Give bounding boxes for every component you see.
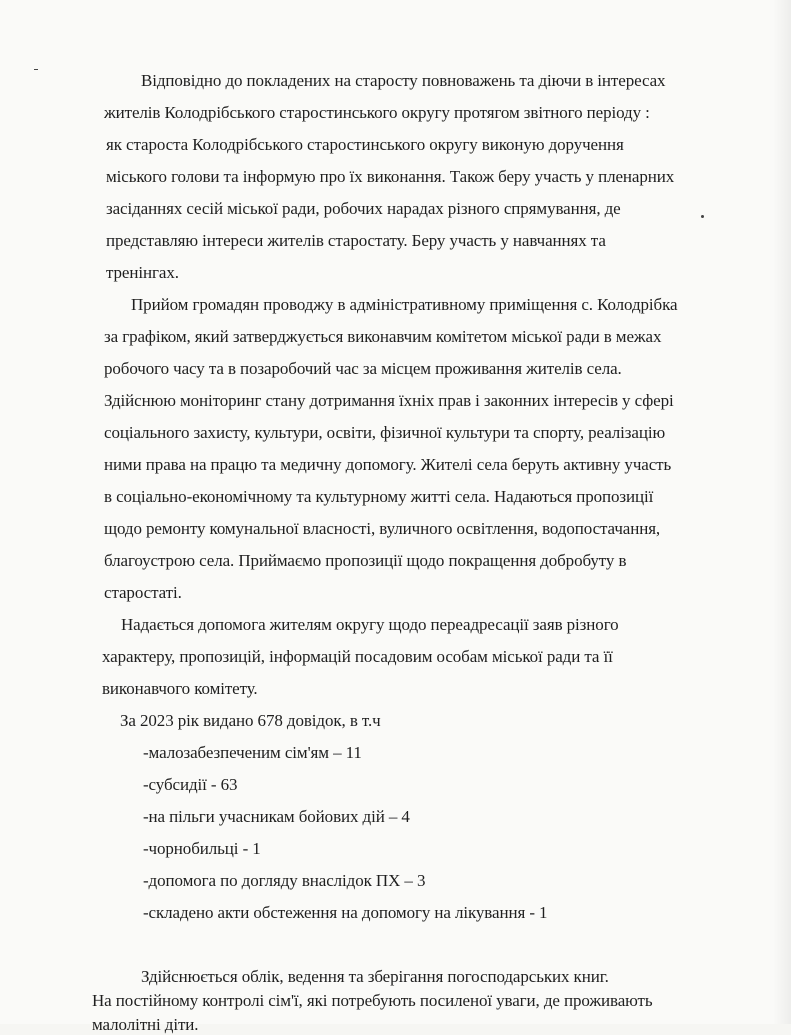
text-line: Прийом громадян проводжу в адміністративному приміщення с. Колодрібка xyxy=(131,295,678,314)
text-line: як староста Колодрібського старостинського округу виконую доручення xyxy=(106,135,624,154)
text-line: виконавчого комітету. xyxy=(102,679,258,698)
text-line: благоустрою села. Приймаємо пропозиції щодо покращення добробуту в xyxy=(104,551,627,570)
text-line: На постійному контролі сім'ї, які потребують посиленої уваги, де проживають xyxy=(92,991,653,1010)
text-line: Відповідно до покладених на старосту повноважень та діючи в інтересах xyxy=(141,71,666,90)
list-item: -складено акти обстеження на допомогу на лікування - 1 xyxy=(143,903,548,922)
list-item: -субсидії - 63 xyxy=(143,775,238,794)
text-line: жителів Колодрібського старостинського округу протягом звітного періоду : xyxy=(104,103,650,122)
text-line: малолітні діти. xyxy=(92,1015,199,1034)
text-line: Надається допомога жителям округу щодо переадресації заяв різного xyxy=(121,615,619,634)
margin-mark xyxy=(34,69,38,70)
text-line: в соціально-економічному та культурному житті села. Надаються пропозиції xyxy=(104,487,654,506)
list-item: -допомога по догляду внаслідок ПХ – 3 xyxy=(143,871,426,890)
text-line: старостаті. xyxy=(104,583,182,602)
text-line: робочого часу та в позаробочий час за місцем проживання жителів села. xyxy=(104,359,622,378)
text-line: характеру, пропозицій, інформацій посадовим особам міської ради та її xyxy=(102,647,613,666)
text-line: За 2023 рік видано 678 довідок, в т.ч xyxy=(120,711,381,730)
text-line: Здійснюється облік, ведення та зберігання погосподарських книг. xyxy=(141,967,609,986)
text-line: щодо ремонту комунальної власності, вуличного освітлення, водопостачання, xyxy=(104,519,661,538)
text-line: ними права на працю та медичну допомогу. Жителі села беруть активну участь xyxy=(104,455,672,474)
list-item: -малозабезпеченим сім'ям – 11 xyxy=(143,743,362,762)
page-edge-shadow xyxy=(773,0,791,1024)
text-line: за графіком, який затверджується виконавчим комітетом міської ради в межах xyxy=(104,327,662,346)
list-item: -на пільги учасникам бойових дій – 4 xyxy=(143,807,410,826)
margin-mark xyxy=(701,215,704,218)
text-line: соціального захисту, культури, освіти, фізичної культури та спорту, реалізацію xyxy=(104,423,666,442)
text-line: представляю інтереси жителів старостату. Беру участь у навчаннях та xyxy=(106,231,606,250)
list-item: -чорнобильці - 1 xyxy=(143,839,261,858)
text-line: засіданнях сесій міської ради, робочих нарадах різного спрямування, де xyxy=(106,199,621,218)
text-line: міського голови та інформую про їх виконання. Також беру участь у пленарних xyxy=(106,167,675,186)
text-line: Здійснюю моніторинг стану дотримання їхніх прав і законних інтересів у сфері xyxy=(104,391,674,410)
text-line: тренінгах. xyxy=(106,263,179,282)
